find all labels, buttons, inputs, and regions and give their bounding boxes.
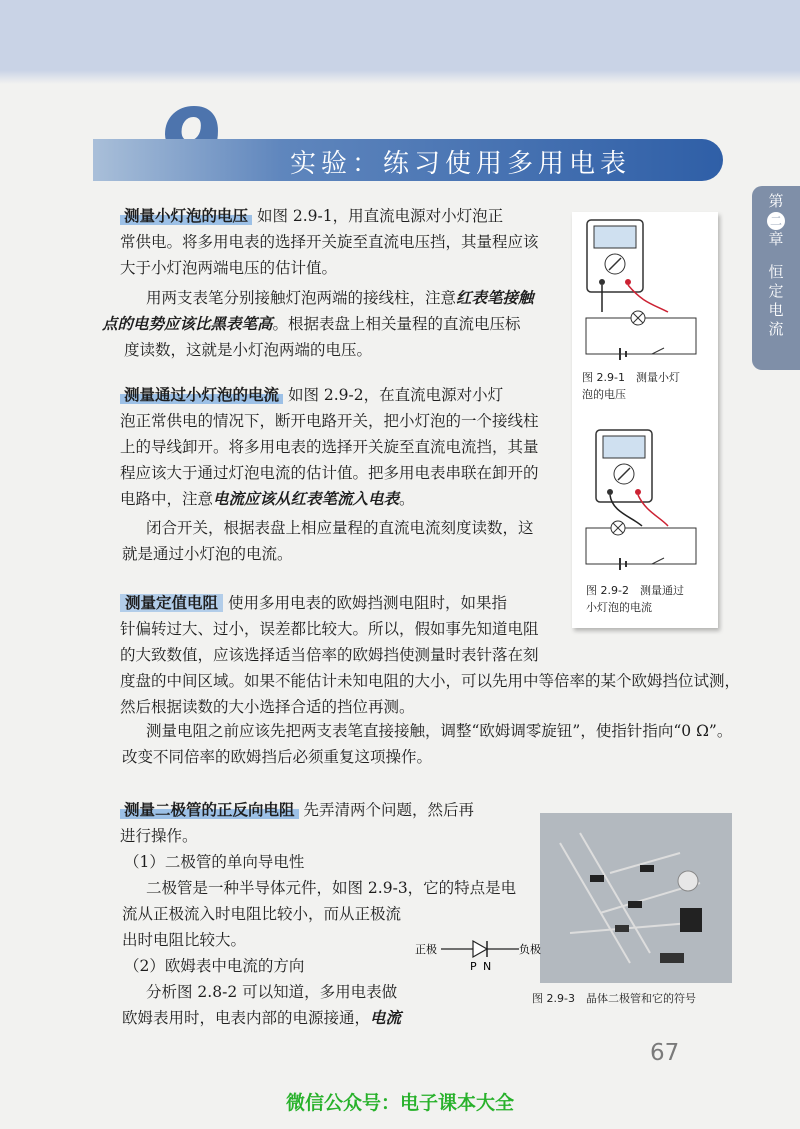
page-title: 实验：练习使用多用电表: [290, 149, 632, 179]
figure-2-9-1-diagram: [572, 212, 718, 362]
s1-para2: 用两支表笔分别接触灯泡两端的接线柱，注意红表笔接触 点的电势应该比黑表笔高。根据表盘上相关量程的直流电压标 度读数，这就是小灯泡两端的电压。: [102, 288, 534, 359]
footer-watermark: 微信公众号：电子课本大全: [285, 1092, 514, 1114]
section-heading-diode: 测量二极管的正反向电阻: [120, 801, 299, 819]
figure-2-9-1-caption: 图 2.9-1 测量小灯 泡的电压: [582, 371, 680, 401]
side-tab-char: 流: [768, 320, 784, 338]
figure-2-9-2-caption: 图 2.9-2 测量通过 小灯泡的电流: [586, 584, 684, 614]
diode-photo: [540, 813, 732, 983]
s1-para1: 测量小灯泡的电压 如图 2.9-1，用直流电源对小灯泡正 常供电。将多用电表的选择开关旋至直流电压挡，其量程应该 大于小灯泡两端电压的估计值。: [120, 207, 539, 277]
page-number: 67: [650, 1040, 680, 1066]
s4-para1: 测量二极管的正反向电阻 先弄清两个问题，然后再 进行操作。: [120, 801, 474, 845]
side-tab-char: 电: [768, 301, 784, 319]
figure-2-9-3-caption: 图 2.9-3 晶体二极管和它的符号: [532, 992, 696, 1005]
diode-positive-label: 正极: [415, 943, 437, 956]
side-tab-circle: 二: [767, 212, 785, 230]
diode-p-label: P: [470, 960, 477, 973]
s3-para1: 测量定值电阻 使用多用电表的欧姆挡测电阻时，如果指 针偏转过大、过小，误差都比较大。所以，假如事先知道电阻 的大致数值，应该选择适当倍率的欧姆挡使测量时表针落在刻 度盘的中间区域。如果不能估计未知电阻的大小，可以先用中等倍率的某个欧姆挡位试测， 然后根据读数的大小选择合适的挡位再测。: [120, 594, 741, 716]
side-tab-char: 第: [768, 192, 784, 210]
figure-2-9-2-diagram: [572, 422, 718, 572]
chapter-side-tab: [752, 186, 800, 370]
figure-box: [572, 212, 718, 628]
s3-para2: 测量电阻之前应该先把两支表笔直接接触，调整“欧姆调零旋钮”，使指针指向“0 Ω”。 改变不同倍率的欧姆挡后必须重复这项操作。: [122, 722, 733, 766]
diode-photo-drawing: [540, 813, 732, 983]
diode-n-label: N: [483, 960, 492, 973]
section-heading-voltage: 测量小灯泡的电压: [120, 207, 252, 225]
s2-para2: 闭合开关，根据表盘上相应量程的直流电流刻度读数，这 就是通过小灯泡的电流。: [122, 519, 534, 563]
diode-symbol: [415, 935, 545, 975]
section-heading-resistor: 测量定值电阻: [120, 594, 223, 612]
side-tab-char: 恒: [768, 263, 784, 281]
side-tab-char: 章: [768, 230, 784, 248]
s4-q1: （1）二极管的单向导电性: [124, 853, 305, 871]
s2-para1: 测量通过小灯泡的电流 如图 2.9-2，在直流电源对小灯 泡正常供电的情况下，断开电路开关，把小灯泡的一个接线柱 上的导线卸开。将多用电表的选择开关旋至直流电流挡，其量 程应该大于通过灯泡电流的估计值。把多用电表串联在卸开的 电路中，注意电流应该从红表笔流入电表。: [120, 386, 539, 508]
side-tab-char: 定: [768, 282, 784, 300]
diode-negative-label: 负极: [519, 943, 541, 956]
s4-q2: （2）欧姆表中电流的方向: [124, 957, 305, 975]
top-band: [0, 0, 800, 84]
s4-para2: 二极管是一种半导体元件，如图 2.9-3，它的特点是电 流从正极流入时电阻比较小，而从正极流 出时电阻比较大。: [122, 879, 517, 949]
s4-para3: 分析图 2.8-2 可以知道，多用电表做 欧姆表用时，电表内部的电源接通，电流: [122, 983, 402, 1027]
section-heading-current: 测量通过小灯泡的电流: [120, 386, 283, 404]
